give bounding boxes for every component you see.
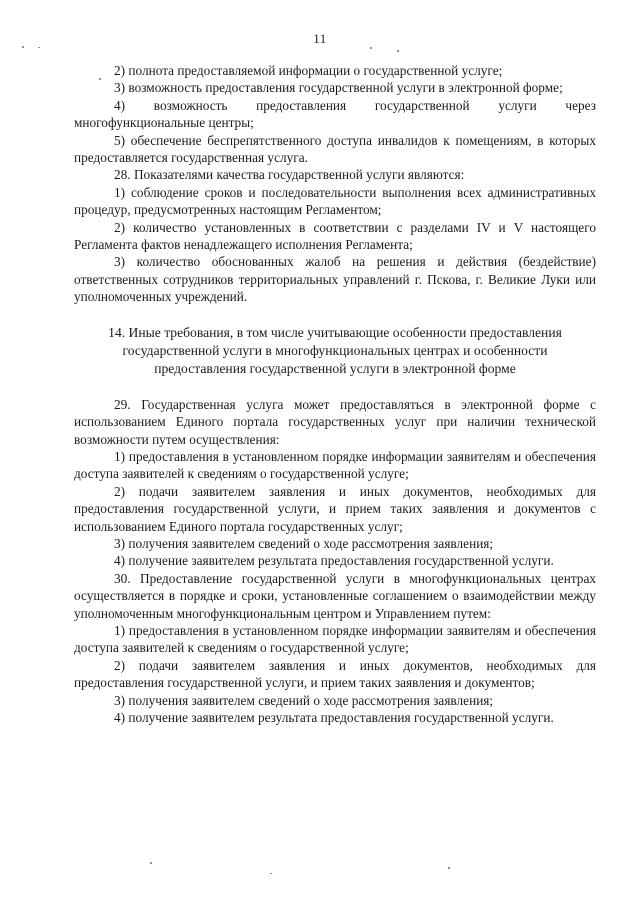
list-item: 4) возможность предоставления государственной услуги через многофункциональные центры;	[74, 97, 596, 131]
list-item: 2) полнота предоставляемой информации о государственной услуге;	[114, 63, 503, 78]
page-number: 11	[313, 31, 327, 46]
section-heading: 14. Иные требования, в том числе учитывающие особенности предоставления государственной услуги в многофункциональных центрах и особенности предоставления государственной услуги в электронной форме	[108, 324, 562, 376]
scan-speck	[370, 47, 372, 49]
list-item: 3) получения заявителем сведений о ходе рассмотрения заявления;	[114, 692, 494, 708]
paragraph-29: 29. Государственная услуга может предоставляться в электронной форме с использованием Единого портала государственных услуг при наличии технической возможности путем осуществления:	[74, 396, 596, 447]
list-item: 2) подачи заявителем заявления и иных документов, необходимых для предоставления государственной услуги, и прием таких заявления и документов с использованием Единого портала государственных услуг;	[74, 483, 596, 534]
list-item: 1) предоставления в установленном порядке информации заявителям и обеспечения доступа заявителей к сведениям о государственной услуге;	[74, 622, 596, 656]
list-item: 5) обеспечение беспрепятственного доступа инвалидов к помещениям, в которых предоставляется государственная услуга.	[74, 132, 596, 166]
list-item: 1) предоставления в установленном порядке информации заявителям и обеспечения доступа заявителей к сведениям о государственной услуге;	[74, 448, 596, 482]
paragraph-28: 28. Показателями качества государственной услуги являются:	[114, 167, 465, 183]
scan-speck	[270, 873, 272, 874]
scan-speck	[38, 47, 40, 48]
list-item: 4) получение заявителем результата предоставления государственной услуги.	[114, 553, 554, 569]
paragraph-30: 30. Предоставление государственной услуги в многофункциональных центрах осуществляется в порядке и сроки, установленные соглашением о взаимодействии между уполномоченным многофункциональным центром и Управлением путем:	[74, 570, 596, 621]
list-item: 2) количество установленных в соответствии с разделами IV и V настоящего Регламента фактов ненадлежащего исполнения Регламента;	[74, 219, 596, 253]
list-item: 1) соблюдение сроков и последовательности выполнения всех административных процедур, предусмотренных настоящим Регламентом;	[74, 184, 596, 218]
document-body	[74, 62, 596, 726]
scan-speck	[448, 867, 450, 869]
list-item: 3) количество обоснованных жалоб на решения и действия (бездействие) ответственных сотрудников территориальных управлений г. Пскова, г. Великие Луки или уполномоченных учреждений.	[74, 254, 596, 305]
scan-speck	[150, 862, 152, 864]
list-item: 2) подачи заявителем заявления и иных документов, необходимых для предоставления государственной услуги, и прием таких заявления и документов;	[74, 657, 596, 691]
list-item: 3) возможность предоставления государственной услуги в электронной форме;	[114, 80, 563, 96]
scan-speck	[22, 46, 24, 48]
list-item: 4) получение заявителем результата предоставления государственной услуги.	[114, 710, 554, 725]
scan-speck	[397, 50, 399, 52]
list-item: 3) получения заявителем сведений о ходе рассмотрения заявления;	[114, 535, 494, 551]
